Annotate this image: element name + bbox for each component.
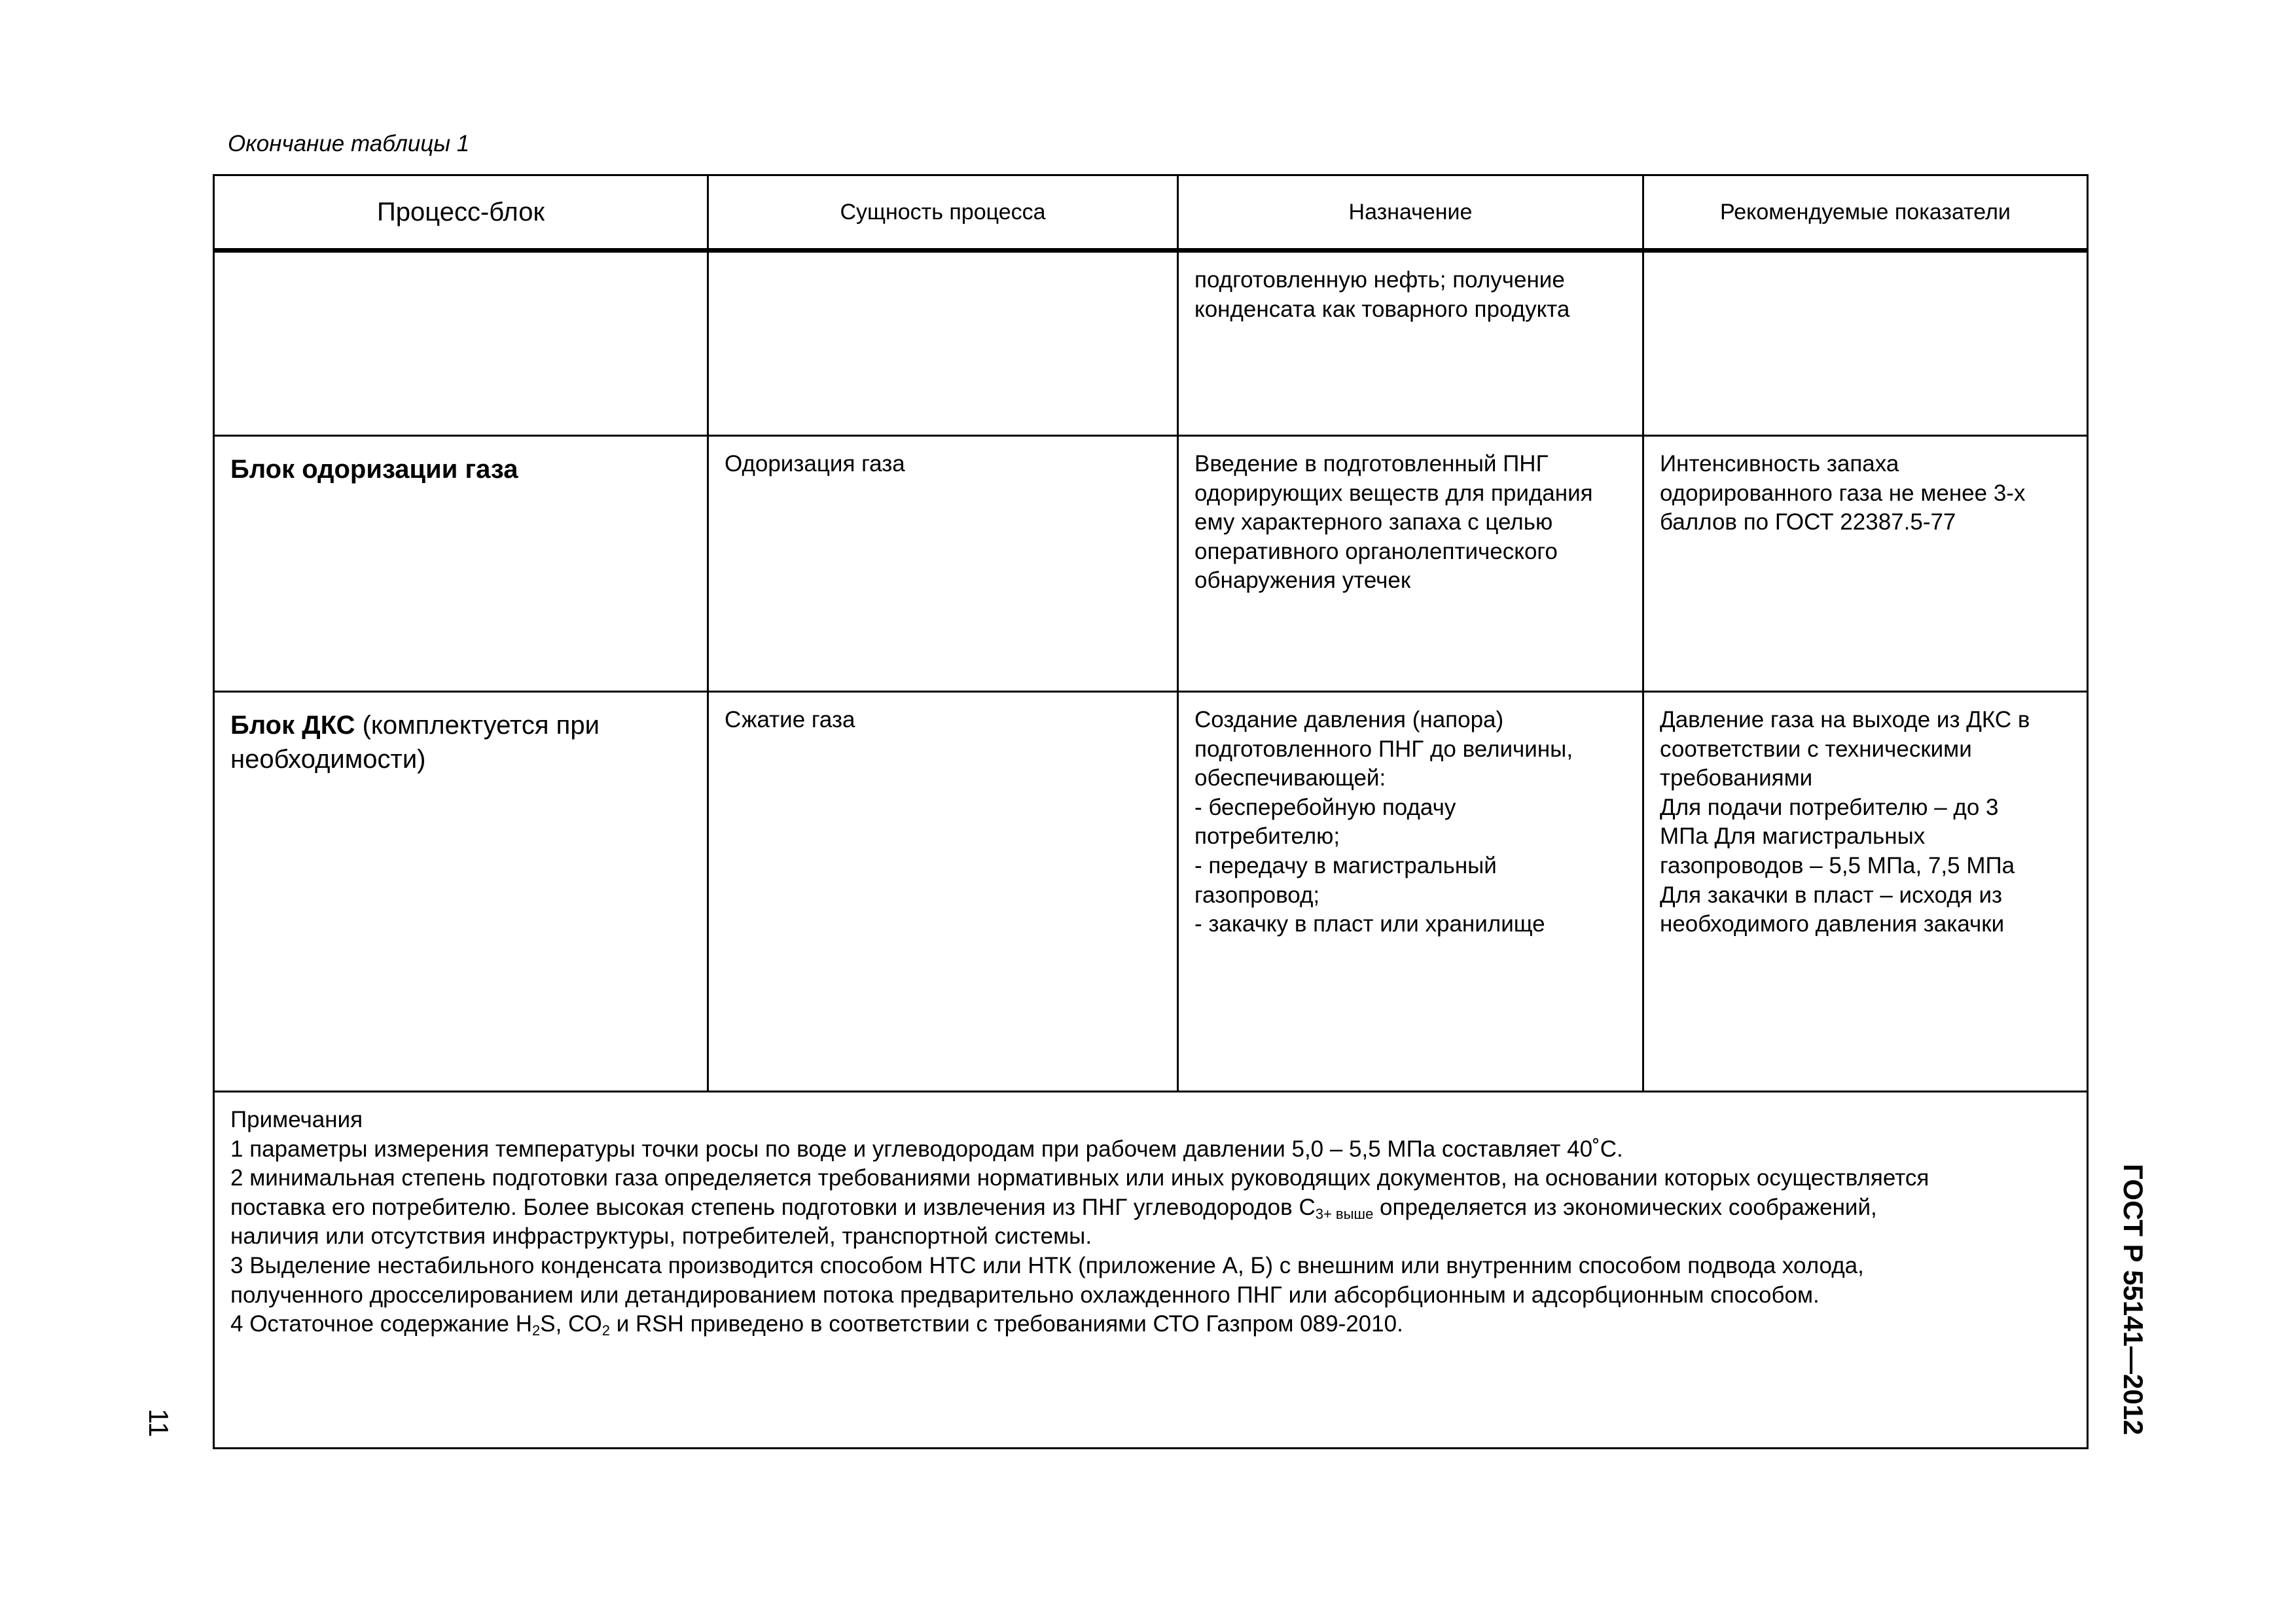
process-block-cell [214,251,708,436]
cell-text-line: газопроводов – 5,5 МПа, 7,5 МПа [1660,852,2015,878]
cell-text-line: конденсата как товарного продукта [1194,296,1570,322]
cell-text-line: оперативного органолептического [1194,538,1558,564]
table-caption: Окончание таблицы 1 [228,131,470,156]
note-2-line-2: поставка его потребителю. Более высокая степень подготовки и извлечения из ПНГ углеводородов $С_{3+ выше}$ определяется из экономических соображений, [230,1194,1877,1222]
table-row [214,436,2088,692]
cell-text-line: Давление газа на выходе из ДКС в [1660,707,2030,732]
process-block-cell: Блок ДКС (комплектуется при необходимости) [214,692,708,1092]
note-3-line-1: 3 Выделение нестабильного конденсата производится способом НТС или НТК (приложение А, Б) с внешним или внутренним способом подвода холода, [230,1252,1864,1278]
purpose-cell [1178,436,1643,692]
cell-text-line: Интенсивность запаха [1660,451,1899,477]
process-table [213,174,2089,1449]
cell-text-line: Создание давления (напора) [1194,707,1504,732]
cell-text-line: соответствии с техническими [1660,736,1972,762]
essence-cell: Сжатие газа [708,692,1178,1092]
cell-text-line: подготовленную нефть; получение [1194,267,1565,293]
cell-text-line: - закачку в пласт или хранилище [1194,911,1545,937]
essence-cell [708,251,1178,436]
note-2-line-3: наличия или отсутствия инфраструктуры, потребителей, транспортной системы. [230,1223,1092,1250]
table-row [214,692,2088,1092]
indicators-cell [1643,692,2088,1092]
note-4: 4 Остаточное содержание $Н_2S$, $СО_2$ и RSH приведено в соответствии с требованиями СТО Газпром 089-2010. [230,1311,1403,1339]
notes-title: Примечания [230,1107,363,1132]
purpose-cell [1178,251,1643,436]
cell-text-line: МПа Для магистральных [1660,823,1926,850]
cell-text-line: потребителю; [1194,823,1340,850]
cell-text-line: - бесперебойную подачу [1194,794,1456,820]
purpose-cell [1178,692,1643,1092]
cell-text-line: необходимого давления закачки [1660,911,2005,937]
indicators-cell [1643,436,2088,692]
note-3-line-2: полученного дросселированием или детандированием потока предварительно охлажденного ПНГ или абсорбционным и адсорбционным способом. [230,1282,1820,1308]
cell-text-line: обнаружения утечек [1194,568,1411,594]
cell-text-line: Для закачки в пласт – исходя из [1660,882,2003,908]
cell-text-line: ему характерного запаха с целью [1194,509,1553,535]
header-row [214,175,2088,251]
cell-text-line: одорированного газа не менее 3-х [1660,480,2026,506]
cell-text-line: Введение в подготовленный ПНГ [1194,451,1549,477]
cell-text-line: одорирующих веществ для придания [1194,480,1593,506]
note-1: 1 параметры измерения температуры точки росы по воде и углеводородам при рабочем давлении 5,0 – 5,5 МПа составляет 40˚С. [230,1136,1623,1162]
process-block-cell: Блок одоризации газа [214,436,708,692]
header-purpose: Назначение [1178,175,1643,251]
notes-row [214,1092,2088,1449]
cell-text-line: обеспечивающей: [1194,765,1386,791]
table-row [214,251,2088,436]
header-essence: Сущность процесса [708,175,1178,251]
cell-text-line: подготовленного ПНГ до величины, [1194,736,1573,762]
cell-text-line: - передачу в магистральный [1194,852,1497,878]
cell-text-line: газопровод; [1194,882,1320,908]
essence-cell: Одоризация газа [708,436,1178,692]
notes-cell [214,1092,2088,1449]
header-process-block: Процесс-блок [214,175,708,251]
page-number: 11 [143,1409,174,1437]
indicators-cell [1643,251,2088,436]
document-code: ГОСТ Р 55141—2012 [2118,1164,2149,1435]
note-2-line-1: 2 минимальная степень подготовки газа определяется требованиями нормативных или иных руководящих документов, на основании которых осуществляется [230,1165,1929,1191]
header-indicators: Рекомендуемые показатели [1643,175,2088,251]
cell-text-line: Для подачи потребителю – до 3 [1660,794,1999,820]
cell-text-line: требованиями [1660,765,1813,791]
cell-text-line: баллов по ГОСТ 22387.5-77 [1660,509,1956,535]
